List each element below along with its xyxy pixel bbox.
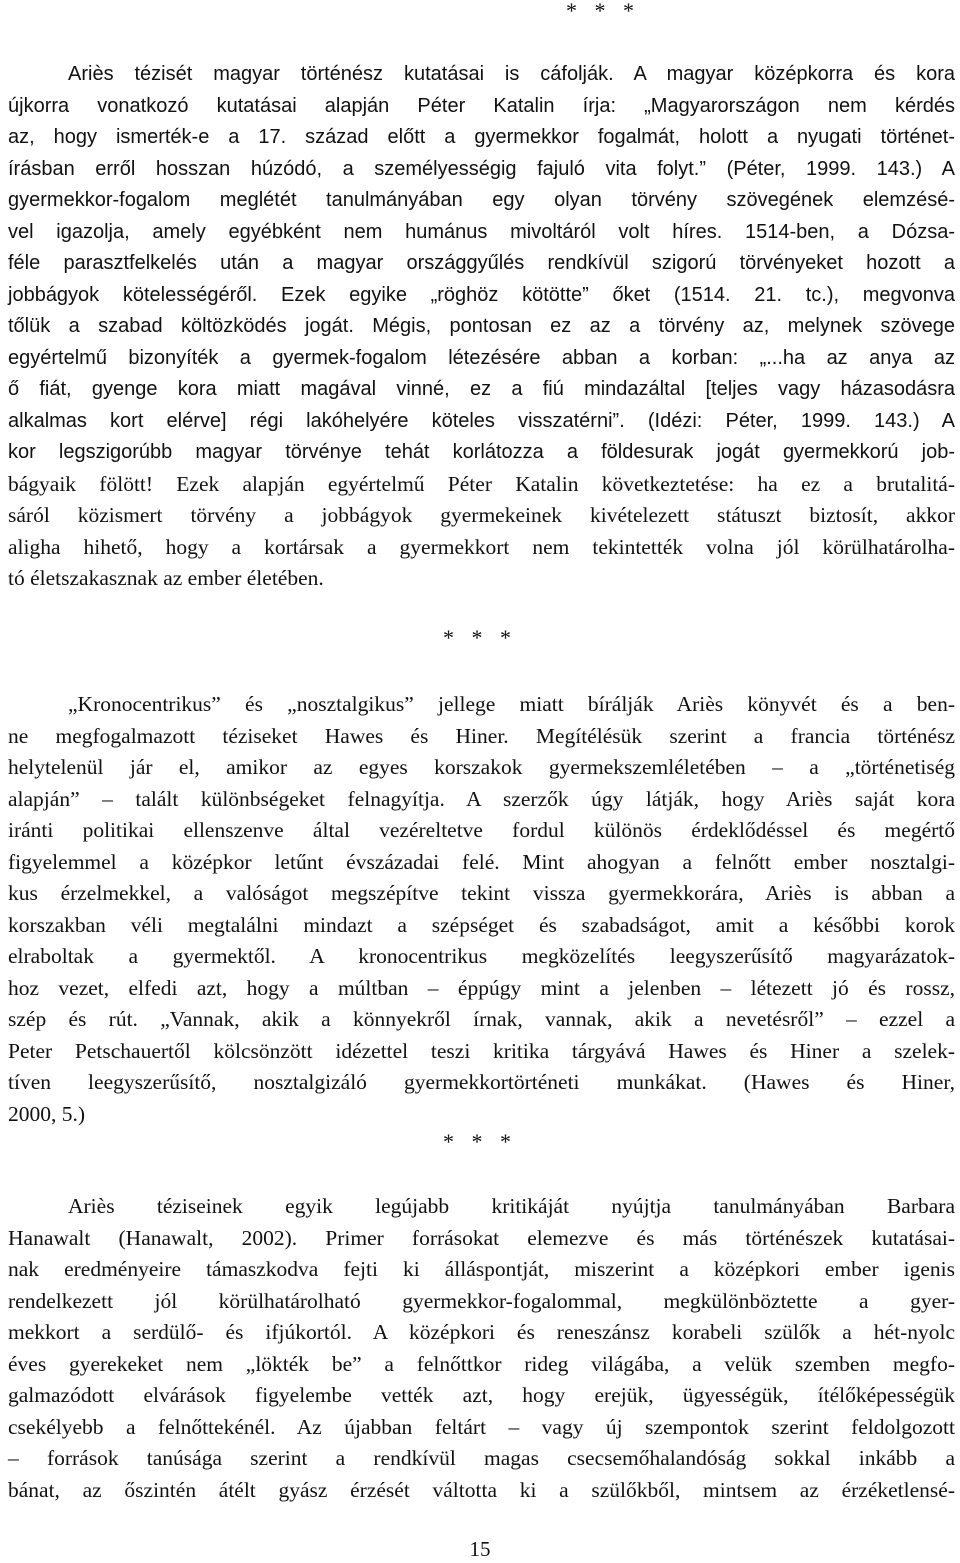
text-line: hoz vezet, elfedi azt, hogy a múltban – éppúgy mint a jelenben – létezett jó és rossz, — [8, 975, 955, 1000]
text-line: helytelenül jár el, amikor az egyes korszakok gyermekszemléletében – a „történetiség — [8, 755, 955, 779]
text-line: éves gyerekeket nem „lökték be” a felnőttkor rideg világába, a velük szemben megfo- — [8, 1351, 955, 1376]
text-line: jobbágyok kötelességéről. Ezek egyike „röghöz kötötte” őket (1514. 21. tc.), megvonva — [8, 283, 955, 306]
page-number: 15 — [469, 1537, 491, 1561]
text-line: Peter Petschauertől kölcsönzött idézettel teszi kritika tárgyává Hawes és Hiner a szelek- — [8, 1038, 955, 1063]
text-line: aligha hihető, hogy a kortársak a gyermekkort nem tekintették volna jól körülhatárolha- — [8, 534, 955, 559]
text-line: 2000, 5.) — [8, 1101, 86, 1126]
text-line: tó életszakasznak az ember életében. — [8, 566, 324, 590]
text-line: csekélyebb a felnőttekénél. Az újabban feltárt – vagy új szempontok szerint feldolgozott — [8, 1414, 955, 1439]
text-line: gyermekkor-fogalom meglétét tanulmányában egy olyan törvény szövegének elemzésé- — [8, 189, 955, 211]
text-line: egyértelmű bizonyíték a gyermek-fogalom létezésére abban a korban: „...ha az anya az — [8, 346, 955, 369]
text-line: alkalmas kort elérve] régi lakóhelyére köteles visszatérni”. (Idézi: Péter, 1999. 143.) A — [8, 409, 955, 432]
text-line: szép és rút. „Vannak, akik a könnyekről írnak, vannak, akik a nevetésről” – ezzel a — [8, 1007, 955, 1031]
text-line: galmazódott elvárások figyelembe vették azt, hogy erejük, ügyességük, ítélőképességük — [8, 1383, 955, 1407]
text-line: korszakban véli megtalálni mindazt a szépséget és szabadságot, amit a későbbi korok — [8, 912, 955, 937]
text-line: kus érzelmekkel, a valóságot megszépítve tekint vissza gyermekkorára, Ariès is abban a — [8, 881, 955, 905]
text-line: iránti politikai ellenszenve által vezéreltetve fordul különös érdeklődéssel és megértő — [8, 818, 955, 842]
text-line: Ariès téziseinek egyik legújabb kritikáját nyújtja tanulmányában Barbara — [68, 1194, 955, 1218]
text-line: ő fiát, gyenge kora miatt magával vinné, ez a fiú mindazáltal [teljes vagy házasodásra — [8, 378, 955, 400]
text-line: alapján” – talált különbségeket felnagyítja. A szerzők úgy látják, hogy Ariès saját kora — [8, 786, 955, 811]
text-line: írásban erről hosszan húzódó, a személyességig fajuló vita folyt.” (Péter, 1999. 143.) A — [8, 157, 955, 180]
text-line: az, hogy ismerték-e a 17. század előtt a gyermekkor fogalmát, holott a nyugati történet- — [8, 126, 955, 148]
text-line: Ariès tézisét magyar történész kutatásai is cáfolják. A magyar középkorra és kora — [68, 63, 955, 85]
text-line: elraboltak a gyermektől. A kronocentrikus megközelítés leegyszerűsítő magyarázatok- — [8, 944, 955, 968]
section-separator: * * * — [443, 625, 517, 650]
text-line: tőlük a szabad költözködés jogát. Mégis, pontosan ez az a törvény az, melynek szövege — [8, 315, 955, 337]
section-separator: * * * — [443, 1129, 517, 1154]
text-line: kor legszigorúbb magyar törvénye tehát korlátozza a földesurak jogát gyermekkorú job- — [8, 441, 955, 463]
text-line: ne megfogalmazott téziseket Hawes és Hiner. Megítélésük szerint a francia történész — [8, 723, 955, 748]
paragraph-hanawalt-critique — [8, 1191, 955, 1506]
section-separator: * * * — [566, 0, 640, 23]
text-line: rendelkezett jól körülhatárolható gyermekkor-fogalommal, megkülönböztette a gyer- — [8, 1288, 955, 1313]
text-line: – források tanúsága szerint a rendkívül magas csecsemőhalandóság sokkal inkább a — [8, 1446, 955, 1470]
text-line: vel igazolja, amely egyébként nem humánus mivoltáról volt híres. 1514-ben, a Dózsa- — [8, 220, 955, 243]
text-line: nak eredményeire támaszkodva fejti ki álláspontját, miszerint a középkori ember igenis — [8, 1257, 955, 1281]
text-line: sáról közismert törvény a jobbágyok gyermekeinek kivételezett státuszt biztosít, akkor — [8, 503, 955, 527]
text-line: „Kronocentrikus” és „nosztalgikus” jellege miatt bírálják Ariès könyvét és a ben- — [68, 692, 955, 716]
text-line: tíven leegyszerűsítő, nosztalgizáló gyermekkortörténeti munkákat. (Hawes és Hiner, — [8, 1070, 955, 1094]
text-line: bánat, az őszintén átélt gyász érzését váltotta ki a szülőkből, mintsem az érzéketlensé- — [8, 1477, 955, 1502]
text-line: mekkort a serdülő- és ifjúkortól. A középkori és reneszánsz korabeli szülők a hét-nyolc — [8, 1320, 955, 1344]
text-line: bágyaik fölött! Ezek alapján egyértelmű Péter Katalin következtetése: ha ez a brutalitá- — [8, 471, 955, 496]
text-line: féle parasztfelkelés után a magyar országgyűlés rendkívül szigorú törvényeket hozott a — [8, 252, 955, 274]
paragraph-aries-criticism-hungarian — [8, 59, 955, 595]
text-line: újkorra vonatkozó kutatásai alapján Péter Katalin írja: „Magyarországon nem kérdés — [8, 94, 955, 117]
text-line: figyelemmel a középkor letűnt évszázadai felé. Mint ahogyan a felnőtt ember nosztalgi- — [8, 849, 955, 874]
text-line: Hanawalt (Hanawalt, 2002). Primer forrásokat elemezve és más történészek kutatásai- — [8, 1225, 955, 1250]
paragraph-kronocentric-critique — [8, 689, 955, 1130]
